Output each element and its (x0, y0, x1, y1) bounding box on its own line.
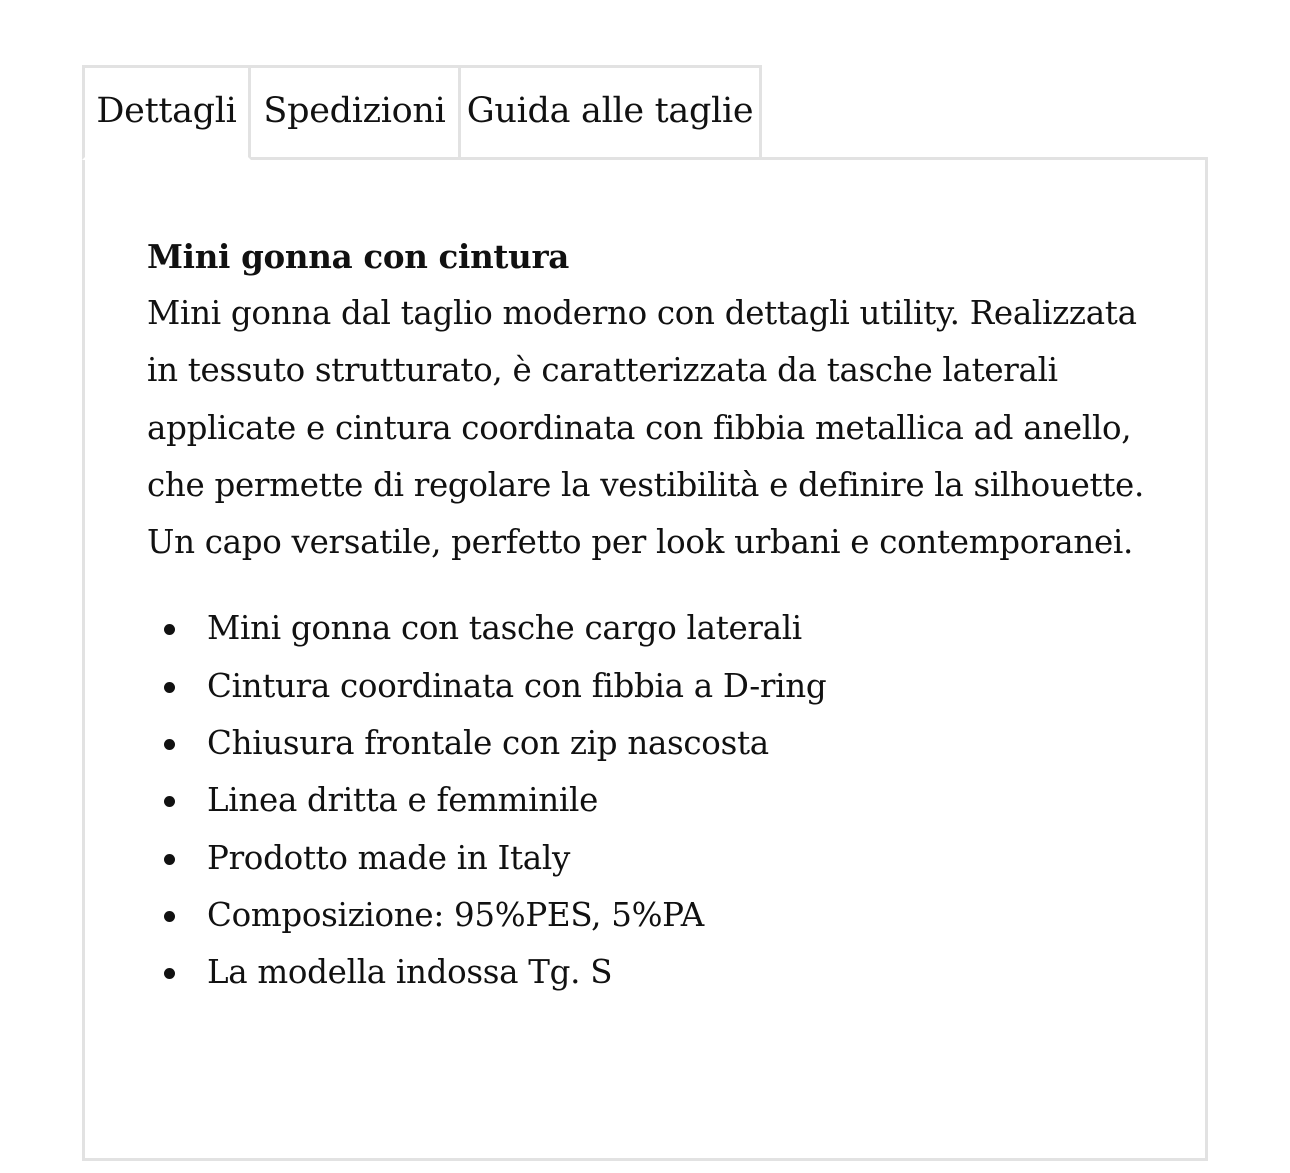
feature-list (147, 600, 1157, 1001)
product-description: Mini gonna dal taglio moderno con dettagli utility. Realizzata in tessuto strutturato, è caratterizzata da tasche laterali applicate e cintura coordinata con fibbia metallica ad anello, che permette di regolare la vestibilità e definire la silhouette. Un capo versatile, perfetto per look urbani e contemporanei. (147, 294, 1144, 562)
list-item (147, 887, 1157, 944)
product-title: Mini gonna con cintura (147, 237, 570, 276)
bullet-icon (164, 739, 175, 750)
product-details (147, 228, 1157, 1002)
bullet-icon (164, 854, 175, 865)
feature-text: Chiusura frontale con zip nascosta (207, 724, 769, 763)
feature-text: Linea dritta e femminile (207, 781, 599, 820)
feature-text: La modella indossa Tg. S (207, 953, 613, 992)
list-item (147, 658, 1157, 715)
bullet-icon (164, 624, 175, 635)
tab-bar (82, 65, 762, 160)
list-item (147, 944, 1157, 1001)
feature-text: Cintura coordinata con fibbia a D-ring (207, 666, 827, 705)
bullet-icon (164, 968, 175, 979)
list-item (147, 600, 1157, 657)
bullet-icon (164, 911, 175, 922)
tab-dettagli[interactable]: Dettagli (82, 65, 251, 160)
feature-text: Composizione: 95%PES, 5%PA (207, 895, 704, 934)
feature-text: Mini gonna con tasche cargo laterali (207, 609, 802, 648)
bullet-icon (164, 796, 175, 807)
tab-panel-dettagli (82, 157, 1208, 1161)
list-item (147, 772, 1157, 829)
list-item (147, 830, 1157, 887)
feature-text: Prodotto made in Italy (207, 838, 571, 877)
tab-spedizioni[interactable]: Spedizioni (251, 65, 461, 160)
bullet-icon (164, 682, 175, 693)
list-item (147, 715, 1157, 772)
tab-guida-alle-taglie[interactable]: Guida alle taglie (461, 65, 762, 160)
